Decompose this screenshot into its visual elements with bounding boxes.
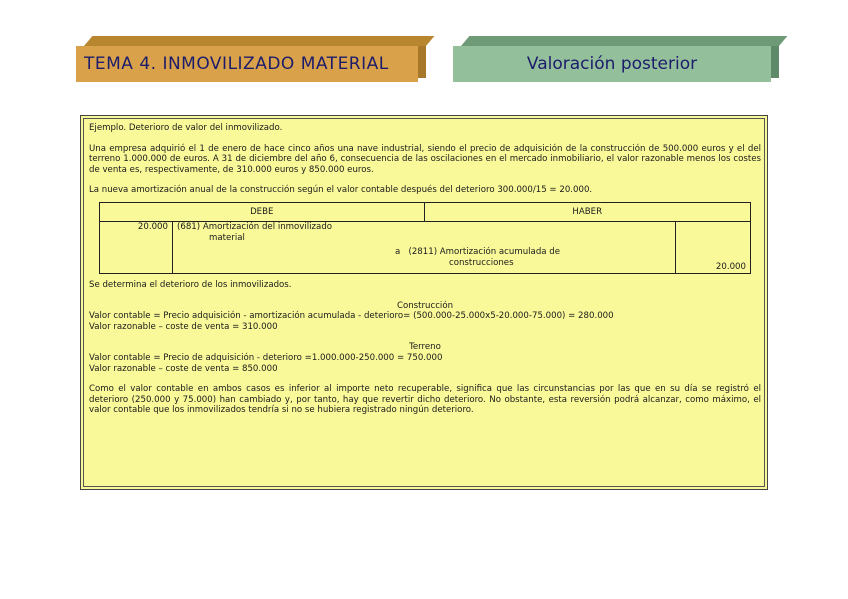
construction-title: Construcción [396,300,454,311]
land-line2: Valor razonable – coste de venta = 850.000 [89,363,278,374]
section-tab-face [453,46,771,82]
topic-tab-top-bevel [84,36,434,46]
credit-prefix: a [395,247,401,258]
credit-amount: 20.000 [676,221,751,273]
section-title: Valoración posterior [526,54,698,74]
credit-header: HABER [424,202,751,221]
topic-tab-side-bevel [418,46,426,78]
topic-tab-face [76,46,418,82]
debit-account-line1: (681) Amortización del inmovilizado [177,221,333,232]
debit-account-line2: material [209,232,245,243]
conclusion-text: Como el valor contable en ambos casos es inferior al importe neto recuperable, significa que las circunstancias por las que en su día se registró el deterioro (250.000 y 75.000) han cambiado y, por tanto, hay que revertir dicho deterioro. No obstante, esta reversión podrá alcanzar, como máximo, el valor contable que los inmovilizados tendría si no se hubiera registrado ningún deterioro. [89,384,761,416]
construction-line1: Valor contable = Precio adquisición - amortización acumulada - deterioro= (500.000-25.000x5-20.000-75.000) = 280.000 [89,311,614,322]
example-content [89,123,761,416]
determine-text: Se determina el deterioro de los inmovilizados. [89,279,292,290]
journal-entry-row [100,221,751,273]
journal-accounts [173,221,676,273]
example-panel [80,115,768,490]
credit-account-line1 [395,247,671,258]
land-line1: Valor contable = Precio de adquisición - deterioro =1.000.000-250.000 = 750.000 [89,352,443,363]
topic-title-tab [76,36,426,82]
section-tab-side-bevel [771,46,779,78]
debit-header: DEBE [100,202,425,221]
credit-account-name-line1: (2811) Amortización acumulada de [408,247,561,258]
land-title: Terreno [409,342,441,353]
example-heading: Ejemplo. Deterioro de valor del inmovilizado. [89,123,283,133]
journal-entry-table [99,202,751,274]
topic-title: TEMA 4. INMOVILIZADO MATERIAL [84,54,389,74]
section-tab-top-bevel [461,36,787,46]
section-title-tab [453,36,779,82]
example-statement: Una empresa adquirió el 1 de enero de hace cinco años una nave industrial, siendo el precio de adquisición de la construcción de 500.000 euros y el del terreno 1.000.000 de euros. A 31 de diciembre del año 6, consecuencia de las oscilaciones en el mercado inmobiliario, el valor razonable menos los costes de venta es, respectivamente, de 310.000 euros y 850.000 euros. [89,143,761,175]
credit-account-line2: construcciones [449,257,514,268]
debit-amount: 20.000 [100,221,173,273]
construction-line2: Valor razonable – coste de venta = 310.000 [89,321,278,332]
new-amortization-text: La nueva amortización anual de la construcción según el valor contable después del deterioro 300.000/15 = 20.000. [89,185,593,196]
